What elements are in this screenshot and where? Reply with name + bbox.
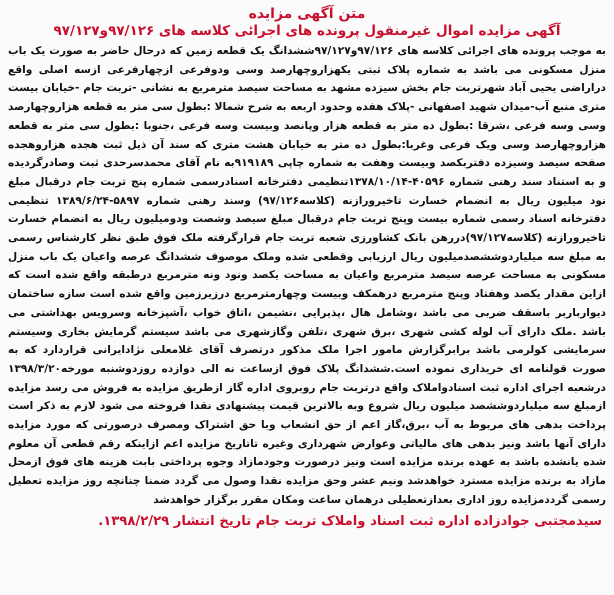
notice-heading: متن آگهی مزایده bbox=[248, 6, 366, 22]
notice-signature-date: سیدمجتبی جوادزاده اداره ثبت اسناد واملاک تربت جام تاریخ انتشار ۱۳۹۸/۲/۲۹. bbox=[98, 513, 602, 529]
notice-body: به موجب پرونده های اجرائی کلاسه های ۹۷/۱۲۶و۹۷/۱۲۷ششدانگ یک قطعه زمین که درحال حاضر به صورت یک باب منزل مسکونی می باشد به شماره پلاک ثبتی یکهزاروچهارصد وسی ودوفرعی ازچهارفرعی ازسه اصلی واقع دراراضی یحیی آباد شهرتربت جام بخش سیزده مشهد به مساحت سیصد مترمربع به نشانی -تربت جام -خیابان بیست متری منبع آب-میدان شهید اصفهانی -پلاک هفده وحدود اربعه به شرح شمالا :بطول سی متر به قطعه هزاروچهارصد وسی وسه فرعی ،شرقا :بطول ده متر به قطعه هزار وپانصد وبیست وسه فرعی ،جنوبا :بطول سی متر به قطعه هزاروچهارصد وسی ویک فرعی وغربا:بطول ده متر به خیابان هشت متری که سند آن ذیل ثبت هجده هزاروهجده صفحه سیصد وسیزده دفتربکصد وبیست وهفت به شماره چاپی ۹۱۹۱۸۹به نام آقای محمدسرحدی ثبت وصادرگردیده و به استناد سند رهنی شماره ۴۰۵۹۶-۱۳۷۸/۱۰/۱۴تنظیمی دفترخانه اسنادرسمی شماره پنج تربت جام درقبال مبلغ نود میلیون ریال به انضمام خسارت تاخیرورازنه (کلاسه۹۷/۱۲۶) وسند رهنی شماره ۵۸۹۷-۱۳۸۹/۶/۲۴ تنظیمی دفترخانه اسناد رسمی شماره بیست وپنج تربت جام درقبال مبلغ سیصد وشصت ودومیلیون ریال به انضمام خسارت تاخیرورازنه (کلاسه۹۷/۱۲۷)دررهن بانک کشاورزی شعبه تربت جام قرارگرفته ملک فوق طبق نظر کارشناس رسمی به مبلغ سه میلیاردوششصدمیلیون ریال ارزیابی وقطعی شده وملک موصوف ششدانگ عرصه واعیان یک باب منزل مسکونی به مساحت عرصه سیصد مترمربع واعیان به مساحت یکصد ونود ونه مترمربع درطبقه واقع شده است که ازاین مقدار یکصد وهفتاد وپنج مترمربع درهمکف وبیست وچهارمترمربع درزیرزمین واقع شده است سازه ساختمان دیوارباربر باسقف ضربی می باشد ،وشامل هال ،پذیرایی ،نشیمن ،اتاق خواب ،آشپزخانه وسرویس بهداشتی می باشد .ملک دارای آب لوله کشی شهری ،برق شهری ،تلفن وگازشهری می باشد سیستم گرمایش بخاری وسیستم سرمایشی کولرمی باشد برابرگزارش مامور اجرا ملک مذکور درتصرف آقای غلامعلی نژادایرانی قراردارد که به صورت قولنامه ای خریداری نموده است.ششدانگ پلاک فوق ازساعت نه الی دوازده روزدوشنبه مورخه۱۳۹۸/۳/۲۰ درشعبه اجرای اداره ثبت اسنادواملاک واقع درتربت جام روبروی اداره گاز ازطریق مزایده به فروش می رسد مزایده ازمبلغ سه میلیاردوششصد میلیون ریال شروع وبه بالاترین قیمت پیشنهادی نقدا فروخته می شود لازم به ذکر است پرداخت بدهی های مربوط به آب ،برق،گاز اعم از حق انشعاب وبا حق اشتراک ومصرف درصورتی که مورد مزایده دارای آنها باشد ونیز بدهی های مالیاتی وعوارض شهرداری وغیره تاتاریخ مزایده اعم ازاینکه رقم قطعی آن معلوم شده یانشده باشد به عهده برنده مزایده است ونیز درصورت وجودمازاد وجوه پرداختی بابت هزینه های فوق ازمحل مازاد به برنده مزایده مسترد خواهدشد ونیم عشر وحق مزایده نقدا وصول می گردد ضمنا چنانچه روز مزایده تعطیل رسمی گرددمزایده روز اداری بعدازتعطیلی درهمان ساعت ومکان مقرر برگزار خواهدشد bbox=[8, 45, 606, 506]
notice-subheading: آگهی مزایده اموال غیرمنقول پرونده های اجرائی کلاسه های ۹۷/۱۲۶و۹۷/۱۲۷ bbox=[53, 23, 561, 39]
